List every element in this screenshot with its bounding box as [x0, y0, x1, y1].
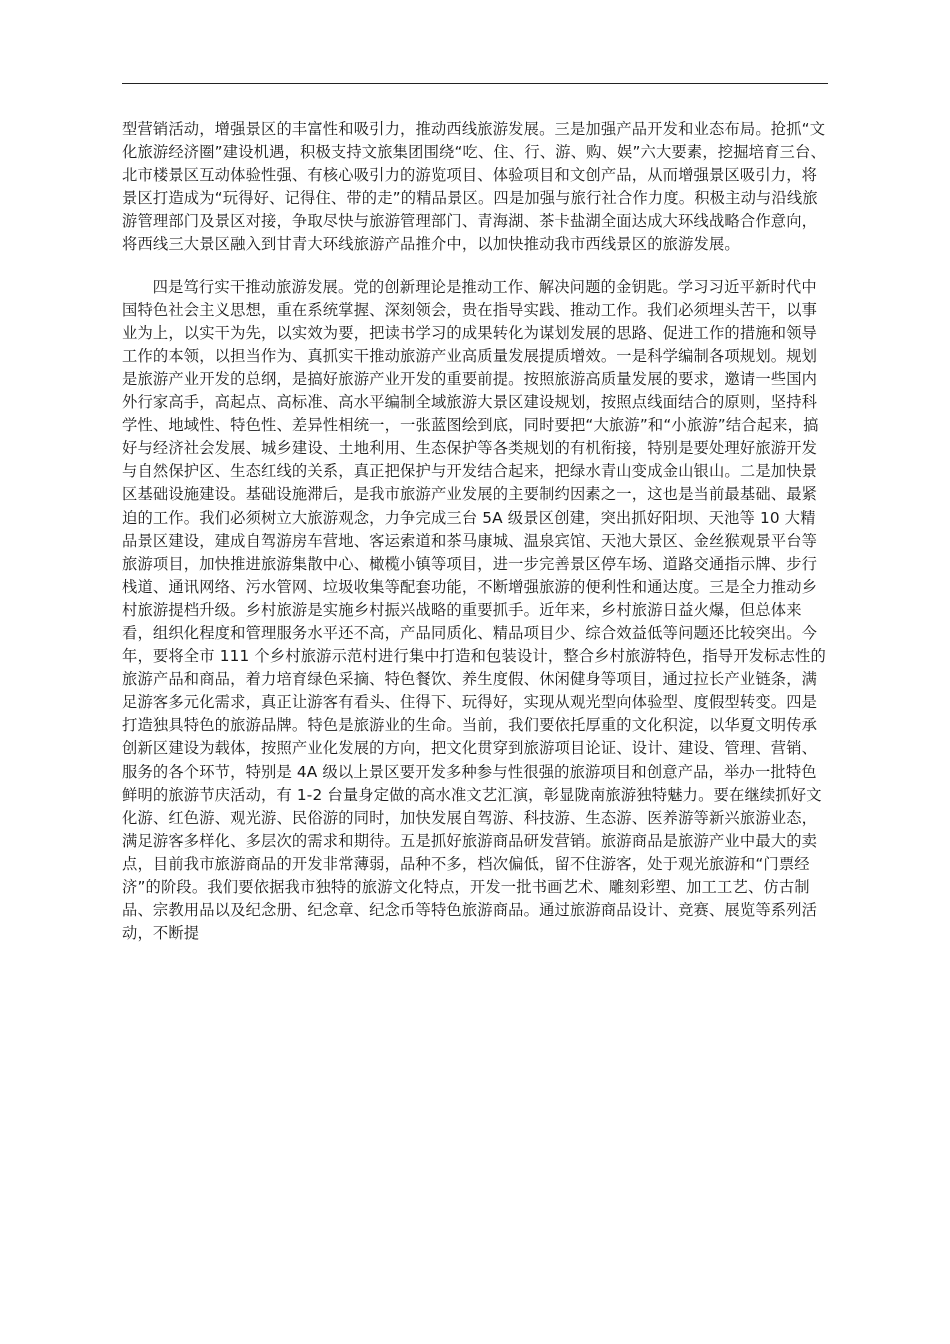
document-body — [122, 118, 828, 945]
paragraph-continued: 型营销活动，增强景区的丰富性和吸引力，推动西线旅游发展。三是加强产品开发和业态布局。抢抓“文化旅游经济圈”建设机遇，积极支持文旅集团围绕“吃、住、行、游、购、娱”六大要素，挖掘培育三台、北市楼景区互动体验性强、有核心吸引力的游览项目、体验项目和文创产品，从而增强景区吸引力，将景区打造成为“玩得好、记得住、带的走”的精品景区。四是加强与旅行社合作力度。积极主动与沿线旅游管理部门及景区对接，争取尽快与旅游管理部门、青海湖、茶卡盐湖全面达成大环线战略合作意向，将西线三大景区融入到甘青大环线旅游产品推介中，以加快推动我市西线景区的旅游发展。 — [122, 120, 826, 254]
header-rule — [122, 83, 828, 84]
paragraph-section-four: 四是笃行实干推动旅游发展。党的创新理论是推动工作、解决问题的金钥匙。学习习近平新时代中国特色社会主义思想，重在系统掌握、深刻领会，贵在指导实践、推动工作。我们必须埋头苦干，以事业为上，以实干为先，以实效为要，把读书学习的成果转化为谋划发展的思路、促进工作的措施和领导工作的本领，以担当作为、真抓实干推动旅游产业高质量发展提质增效。一是科学编制各项规划。规划是旅游产业开发的总纲，是搞好旅游产业开发的重要前提。按照旅游高质量发展的要求，邀请一些国内外行家高手，高起点、高标准、高水平编制全域旅游大景区建设规划，按照点线面结合的原则，坚持科学性、地域性、特色性、差异性相统一，一张蓝图绘到底，同时要把“大旅游”和“小旅游”结合起来，搞好与经济社会发展、城乡建设、土地利用、生态保护等各类规划的有机衔接，特别是要处理好旅游开发与自然保护区、生态红线的关系，真正把保护与开发结合起来，把绿水青山变成金山银山。二是加快景区基础设施建设。基础设施滞后，是我市旅游产业发展的主要制约因素之一，这也是当前最基础、最紧迫的工作。我们必须树立大旅游观念，力争完成三台 5A 级景区创建，突出抓好阳坝、天池等 10 大精品景区建设，建成自驾游房车营地、客运索道和茶马康城、温泉宾馆、天池大景区、金丝猴观景平台等旅游项目，加快推进旅游集散中心、橄榄小镇等项目，进一步完善景区停车场、道路交通指示牌、步行栈道、通讯网络、污水管网、垃圾收集等配套功能，不断增强旅游的便利性和通达度。三是全力推动乡村旅游提档升级。乡村旅游是实施乡村振兴战略的重要抓手。近年来，乡村旅游日益火爆，但总体来看，组织化程度和管理服务水平还不高，产品同质化、精品项目少、综合效益低等问题还比较突出。今年，要将全市 111 个乡村旅游示范村进行集中打造和包装设计，整合乡村旅游特色，指导开发标志性的旅游产品和商品，着力培育绿色采摘、特色餐饮、养生度假、休闲健身等项目，通过拉长产业链条，满足游客多元化需求，真正让游客有看头、住得下、玩得好，实现从观光型向体验型、度假型转变。四是打造独具特色的旅游品牌。特色是旅游业的生命。当前，我们要依托厚重的文化积淀，以华夏文明传承创新区建设为载体，按照产业化发展的方向，把文化贯穿到旅游项目论证、设计、建设、管理、营销、服务的各个环节，特别是 4A 级以上景区要开发多种参与性很强的旅游项目和创意产品，举办一批特色鲜明的旅游节庆活动，有 1-2 台量身定做的高水准文艺汇演，彰显陇南旅游独特魅力。要在继续抓好文化游、红色游、观光游、民俗游的同时，加快发展自驾游、科技游、生态游、医养游等新兴旅游业态，满足游客多样化、多层次的需求和期待。五是抓好旅游商品研发营销。旅游商品是旅游产业中最大的卖点，目前我市旅游商品的开发非常薄弱，品种不多，档次偏低，留不住游客，处于观光旅游和“门票经济”的阶段。我们要依据我市独特的旅游文化特点，开发一批书画艺术、雕刻彩塑、加工工艺、仿古制品、宗教用品以及纪念册、纪念章、纪念币等特色旅游商品。通过旅游商品设计、竞赛、展览等系列活动，不断提 — [122, 277, 826, 943]
paragraph-gap — [122, 257, 828, 276]
